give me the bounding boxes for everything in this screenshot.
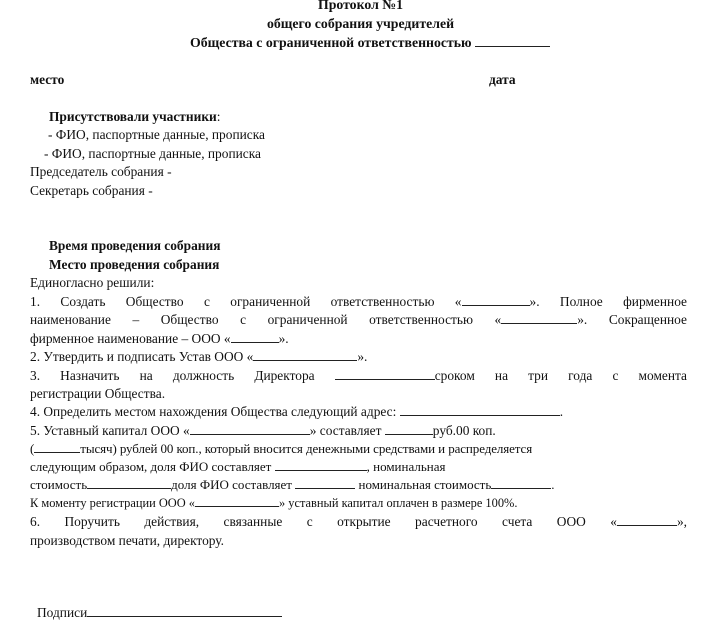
company-blank [617,513,677,526]
full-name-blank [462,293,530,306]
decision-text: ». Полное фирменное [529,294,687,309]
share-1-blank [275,458,367,471]
decision-text: » уставный капитал оплачен в размере 100%. [278,496,518,510]
share-2-blank [295,476,355,489]
capital-words-blank [34,440,80,453]
address-blank [400,403,560,416]
decision-text: ». [278,331,289,346]
protocol-subtitle: общего собрания учредителей [266,16,455,31]
director-blank [335,367,435,380]
decision-text: руб.00 коп. [432,423,496,438]
signature-label: Подписи [37,605,88,620]
date-label: дата [489,72,516,87]
protocol-title: Протокол №1 [317,0,404,12]
signature-blank [87,604,282,617]
attendees-heading-text: Присутствовали участники [49,109,217,124]
value-1-blank [87,476,171,489]
full-name-blank [501,311,577,324]
decision-text: 5. Уставный капитал ООО « [30,423,190,438]
decision-5-line-4 [30,476,555,493]
decided-line: Единогласно решили: [30,275,155,290]
meeting-place: Место проведения собрания [49,257,220,272]
attendees-colon: : [216,109,221,124]
decision-3-line-1 [30,367,687,384]
decision-text: наименование – Общество с ограниченной ответственностью « [30,312,502,327]
decision-6-line-1 [30,513,687,530]
chair-line: Председатель собрания - [30,164,172,179]
signature-line [37,604,282,621]
decision-text: стоимость [30,477,88,492]
place-label: место [30,72,65,87]
attendee-item: - ФИО, паспортные данные, прописка [44,146,261,161]
decision-5-line-5 [30,494,517,512]
decision-text: » составляет [309,423,382,438]
decision-1-line-1 [30,293,687,310]
company-title [190,34,550,51]
decision-1-line-2 [30,311,687,328]
company-name-blank [475,34,550,47]
value-2-blank [491,476,551,489]
decision-text: фирменное наименование – ООО « [30,331,231,346]
meeting-time: Время проведения собрания [49,238,221,253]
attendee-item: - ФИО, паспортные данные, прописка [48,127,265,142]
charter-name-blank [253,348,357,361]
decision-text: », [676,514,687,529]
decision-text: 2. Утвердить и подписать Устав ООО « [30,349,254,364]
decision-6-line-2: производством печати, директору. [30,533,225,548]
decision-text: К моменту регистрации ООО « [30,496,195,510]
decision-4 [30,403,563,420]
company-blank [195,494,279,507]
decision-5-line-1 [30,422,496,439]
decision-text: тысяч) рублей 00 коп., который вносится денежными средствами и распределяется [80,441,533,456]
decision-text: 4. Определить местом нахождения Общества следующий адрес: [30,404,397,419]
short-name-blank [231,330,279,343]
decision-text: следующим образом, доля ФИО составляет [30,459,272,474]
decision-3-line-2: регистрации Общества. [30,386,166,401]
capital-amount-blank [385,422,433,435]
decision-2 [30,348,367,365]
attendees-heading [49,108,220,125]
decision-1-line-3 [30,330,289,347]
decision-text: ( [30,441,35,456]
decision-text: 6. Поручить действия, связанные с открытие расчетного счета ООО « [30,514,617,529]
decision-text: 1. Создать Общество с ограниченной ответственностью « [30,294,462,309]
decision-text: , номинальная [366,459,446,474]
decision-5-line-2 [30,440,532,457]
decision-text: ». Сокращенное [577,312,687,327]
decision-text: . [551,477,555,492]
company-title-text: Общества с ограниченной ответственностью [190,35,472,50]
company-blank [190,422,310,435]
decision-text: 3. Назначить на должность Директора [30,368,315,383]
decision-5-line-3 [30,458,445,475]
decision-text: . [559,404,564,419]
decision-text: доля ФИО составляет [171,477,292,492]
decision-text: ». [357,349,368,364]
decision-text: номинальная стоимость [358,477,492,492]
secretary-line: Секретарь собрания - [30,183,153,198]
decision-text: сроком на три года с момента [434,368,687,383]
